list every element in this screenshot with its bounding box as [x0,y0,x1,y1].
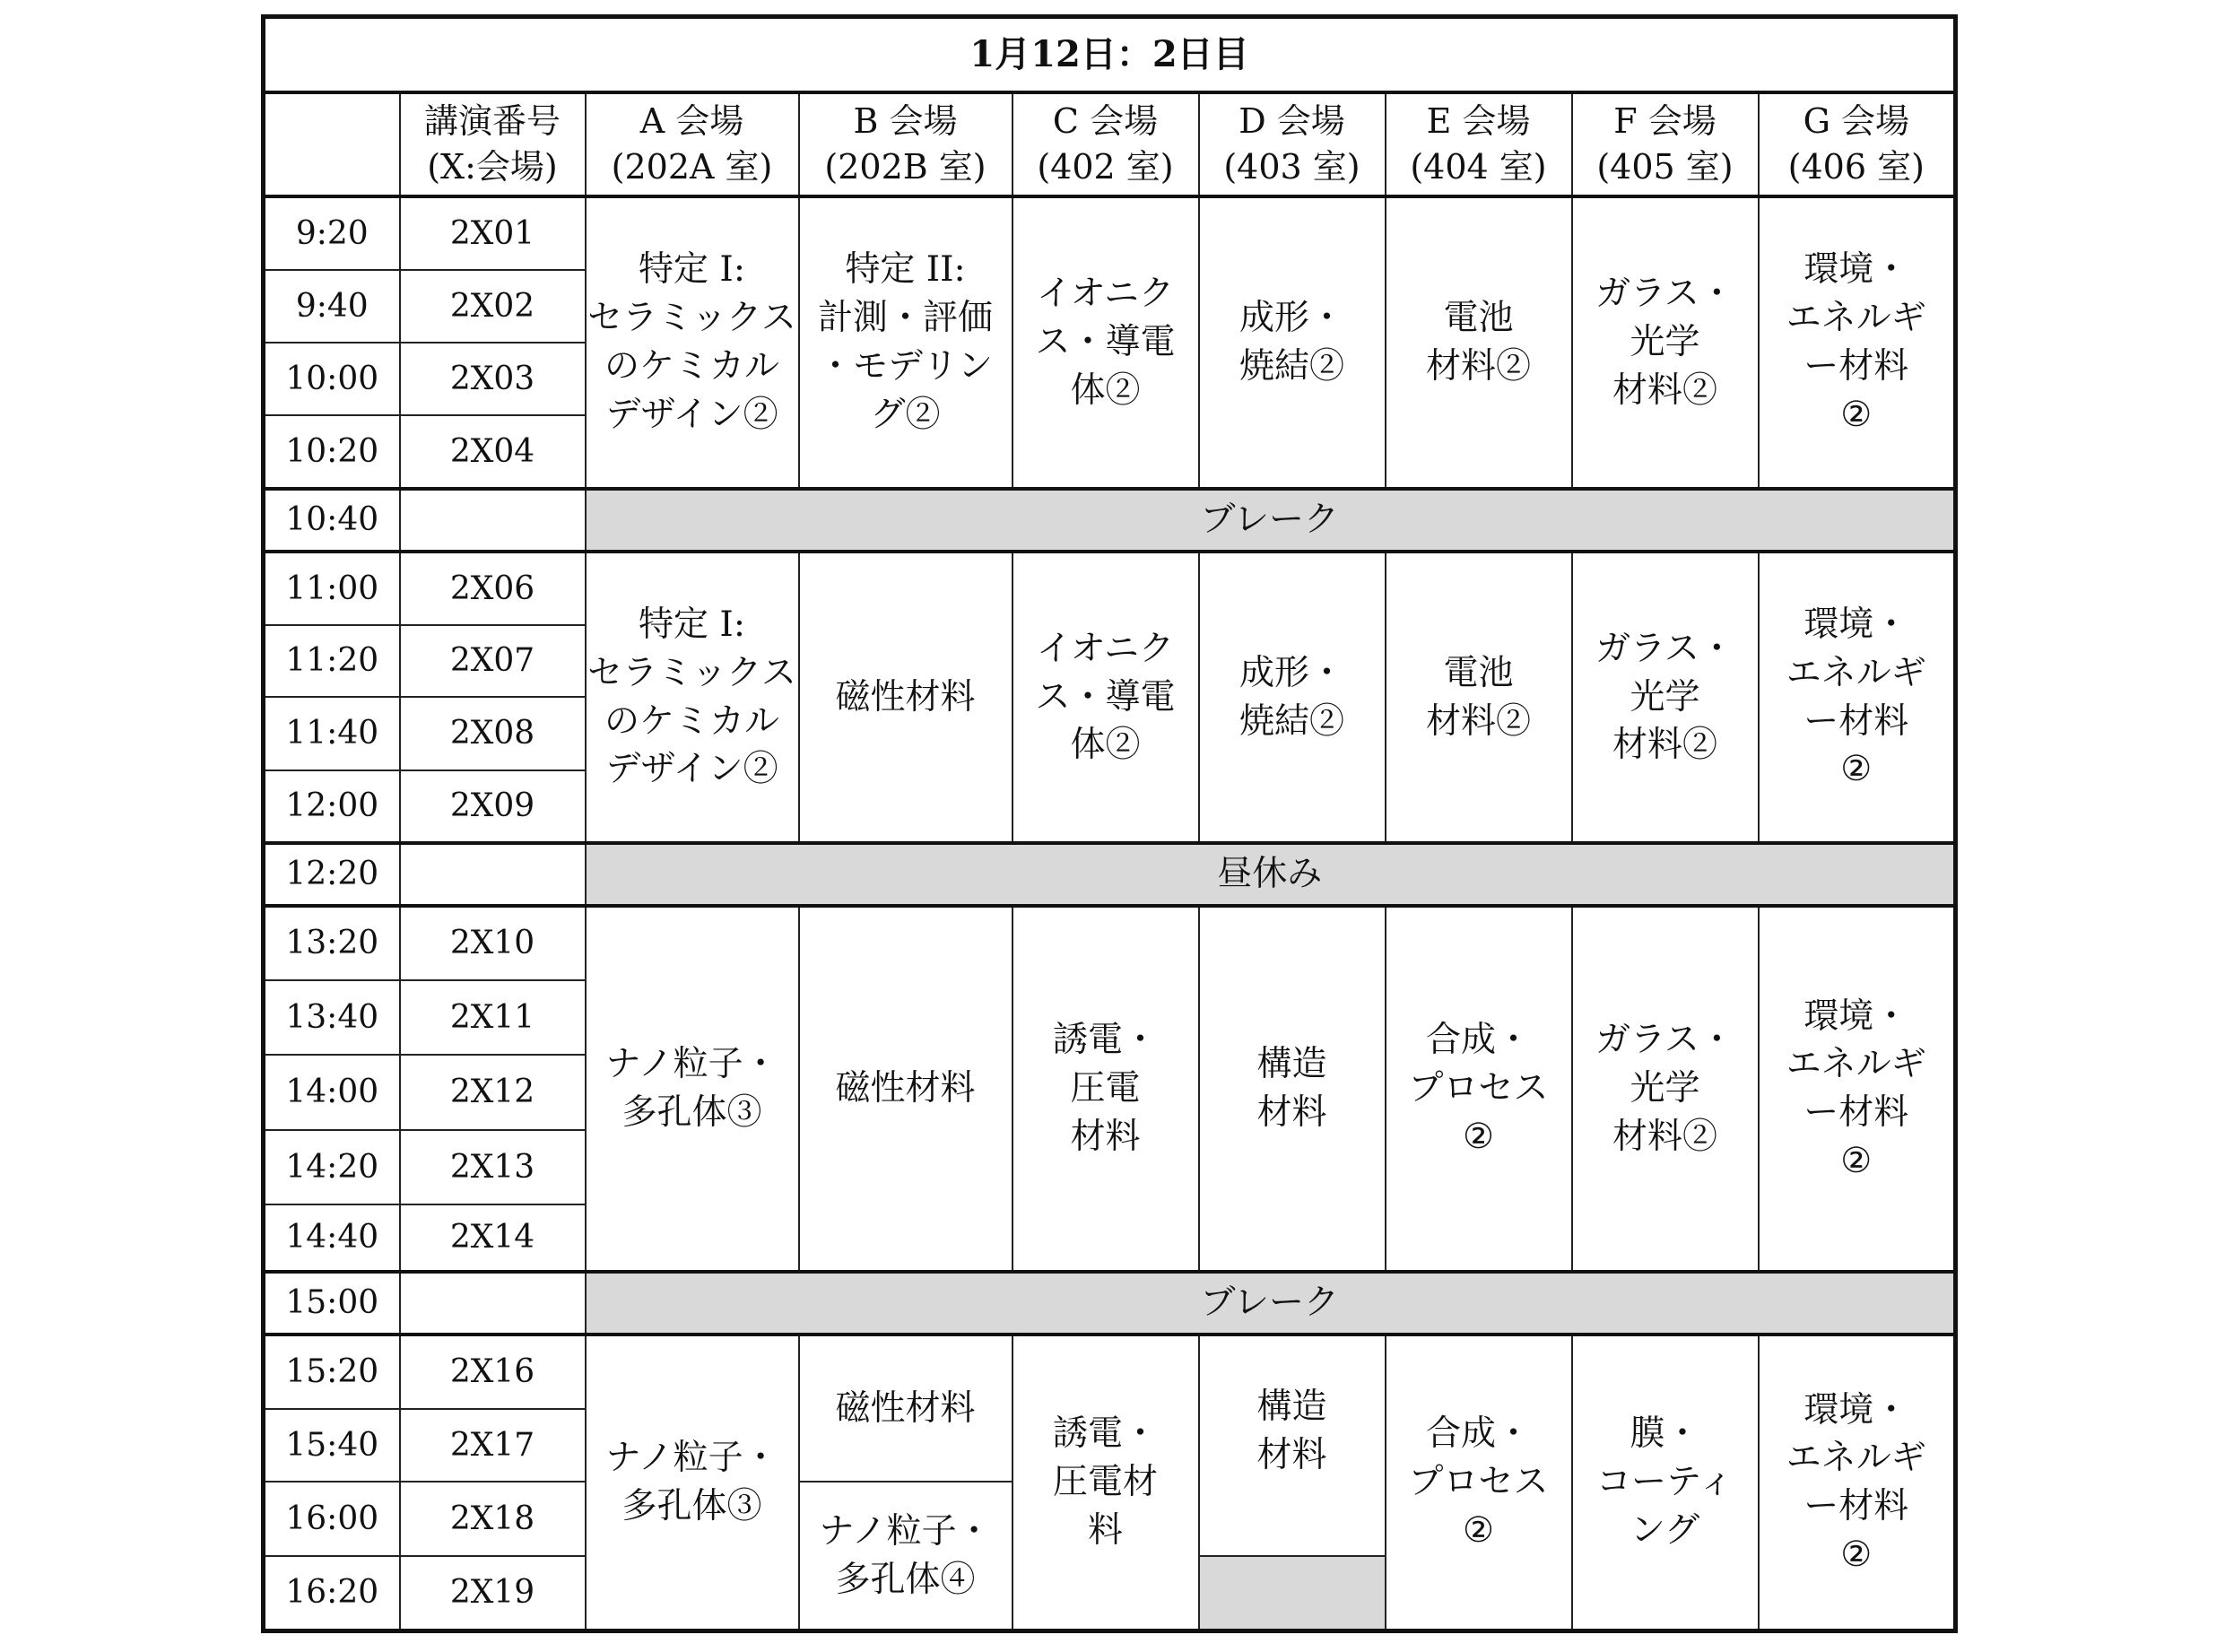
session-line: 環境・ [1803,604,1909,645]
session-line: 誘電・ [1052,1020,1158,1061]
room-header-e [1386,92,1572,196]
time-cell: 16:00 [264,1482,400,1556]
break-time-cell: 12:20 [264,843,400,906]
session-line: 特定 I: [639,249,745,291]
time-cell: 9:20 [264,196,400,271]
talk-code-cell: 2X09 [400,770,586,843]
session-f [1572,906,1759,1271]
session-b-top [799,1335,1013,1482]
session-line: (403 室) [1223,146,1360,187]
session-line: 計測・評価 [817,297,993,338]
break-code-blank [400,489,586,552]
session-line: G 会場 [1803,100,1909,141]
session-line: 環境・ [1803,1389,1909,1430]
session-line: 磁性材料 [835,1387,976,1429]
session-line: セラミックス [587,297,796,338]
session-line: (202A 室) [611,146,773,187]
talk-code-cell: 2X12 [400,1055,586,1130]
session-line: ー材料 [1803,345,1909,387]
session-a [586,906,799,1271]
break-label: 昼休み [586,843,1956,906]
session-line: のケミカル [604,345,779,387]
session-line: 環境・ [1803,996,1909,1037]
session-e [1386,196,1572,489]
session-g [1759,1335,1956,1630]
session-line: 材料② [1612,370,1717,411]
code-header-line: 講演番号 [423,100,561,141]
session-line: 材料② [1425,700,1531,742]
session-line: ・モデリン [817,345,993,387]
session-b-bottom [799,1482,1013,1630]
time-cell: 15:40 [264,1409,400,1482]
session-line: 電池 [1443,297,1514,338]
time-cell: 12:00 [264,770,400,843]
talk-code-cell: 2X10 [400,906,586,980]
session-d [1199,906,1386,1271]
session-line: デザイン② [605,394,778,435]
talk-code-cell: 2X19 [400,1556,586,1631]
session-c [1013,196,1199,489]
room-header-b [799,92,1013,196]
session-line: 体② [1070,725,1141,766]
time-cell: 14:40 [264,1204,400,1271]
session-line: 誘電・ [1052,1413,1158,1455]
session-line: エネルギ [1786,1044,1926,1085]
talk-code-cell: 2X14 [400,1204,586,1271]
session-line: B 会場 [853,100,958,141]
session-line: ② [1840,1534,1873,1575]
session-line: ガラス・ [1595,1020,1734,1061]
session-line: 焼結② [1239,700,1344,742]
session-line: 焼結② [1239,345,1344,387]
time-cell: 11:00 [264,552,400,624]
session-line: 磁性材料 [835,1068,976,1109]
talk-code-cell: 2X17 [400,1409,586,1482]
break-label: ブレーク [586,1272,1956,1335]
session-line: 光学 [1630,321,1700,362]
session-line: 圧電材 [1052,1462,1158,1503]
session-line: ング [1630,1510,1700,1552]
break-time-cell: 10:40 [264,489,400,552]
talk-code-cell: 2X06 [400,552,586,624]
break-time-cell: 15:00 [264,1272,400,1335]
session-line: 材料 [1070,1117,1141,1158]
session-line: (404 室) [1410,146,1547,187]
session-line: 材料 [1256,1092,1327,1134]
session-line: エネルギ [1786,652,1926,693]
talk-code-cell: 2X04 [400,415,586,488]
talk-code-cell: 2X18 [400,1482,586,1556]
session-c [1013,1335,1199,1630]
session-line: (402 室) [1037,146,1174,187]
session-line: 磁性材料 [835,676,976,717]
session-line: コーティ [1596,1462,1734,1503]
schedule-title: 1月12日：2日目 [264,17,1956,93]
session-line: ② [1463,1117,1494,1158]
session-line: のケミカル [604,700,779,742]
time-cell: 13:40 [264,980,400,1056]
session-line: ガラス・ [1595,273,1734,314]
session-line: (406 室) [1787,146,1925,187]
session-line: セラミックス [587,652,796,693]
time-cell: 14:00 [264,1055,400,1130]
session-line: (405 室) [1596,146,1734,187]
time-cell: 11:40 [264,697,400,769]
session-line: 合成・ [1425,1020,1531,1061]
session-line: ー材料 [1803,700,1909,742]
session-line: F 会場 [1613,100,1717,141]
session-line: 特定 I: [639,604,745,645]
session-line: ガラス・ [1595,628,1734,669]
session-a [586,1335,799,1630]
session-f [1572,196,1759,489]
session-line: デザイン② [605,749,778,790]
talk-code-cell: 2X16 [400,1335,586,1409]
schedule-table [261,14,1958,1633]
room-header-g [1759,92,1956,196]
session-line: プロセス [1408,1068,1549,1109]
session-g [1759,906,1956,1271]
session-line: 材料② [1612,725,1717,766]
session-line: エネルギ [1786,297,1926,338]
talk-code-cell: 2X11 [400,980,586,1056]
time-cell: 9:40 [264,270,400,342]
session-line: 構造 [1256,1387,1327,1428]
session-line: ー材料 [1803,1092,1909,1134]
session-b [799,196,1013,489]
session-line: 光学 [1630,1068,1700,1109]
session-line: (202B 室) [824,146,986,187]
session-line: 光学 [1630,676,1700,717]
code-column-header [400,92,586,196]
session-line: 電池 [1443,652,1514,693]
session-line: 材料② [1425,345,1531,387]
code-header-line: (X:会場) [427,146,558,187]
session-line: 環境・ [1803,249,1909,291]
time-cell: 16:20 [264,1556,400,1631]
session-f [1572,1335,1759,1630]
room-header-c [1013,92,1199,196]
session-line: ス・導電 [1035,321,1176,362]
session-line: イオニク [1036,273,1175,314]
talk-code-cell: 2X03 [400,343,586,415]
session-c [1013,906,1199,1271]
session-line: 多孔体③ [621,1092,762,1134]
session-g [1759,552,1956,843]
session-line: E 会場 [1426,100,1531,141]
session-a [586,196,799,489]
session-line: 多孔体④ [835,1559,976,1600]
session-line: ナノ粒子・ [605,1438,778,1479]
room-header-f [1572,92,1759,196]
session-line: 圧電 [1070,1068,1141,1109]
session-d [1199,1335,1386,1555]
session-line: C 会場 [1052,100,1159,141]
talk-code-cell: 2X13 [400,1130,586,1205]
session-b [799,552,1013,843]
session-line: 成形・ [1239,297,1344,338]
session-line: 材料 [1256,1435,1327,1476]
break-code-blank [400,1272,586,1335]
session-line: D 会場 [1239,100,1345,141]
session-e [1386,552,1572,843]
session-line: イオニク [1036,628,1175,669]
session-line: ー材料 [1803,1486,1909,1527]
time-cell: 10:00 [264,343,400,415]
break-label: ブレーク [586,489,1956,552]
session-c [1013,552,1199,843]
session-line: 構造 [1256,1044,1327,1085]
session-line: 料 [1087,1510,1123,1552]
session-line: 成形・ [1239,652,1344,693]
talk-code-cell: 2X02 [400,270,586,342]
time-cell: 10:20 [264,415,400,488]
session-line: エネルギ [1786,1438,1926,1479]
session-f [1572,552,1759,843]
empty-slot-d [1199,1556,1386,1631]
session-e [1386,906,1572,1271]
session-line: 体② [1070,370,1141,411]
session-b [799,906,1013,1271]
time-cell: 14:20 [264,1130,400,1205]
session-line: ② [1840,394,1873,435]
session-d [1199,196,1386,489]
room-header-d [1199,92,1386,196]
session-g [1759,196,1956,489]
session-d [1199,552,1386,843]
session-line: ス・導電 [1035,676,1176,717]
talk-code-cell: 2X07 [400,625,586,697]
session-line: 特定 II: [845,249,966,291]
session-line: グ② [870,394,941,435]
time-cell: 13:20 [264,906,400,980]
session-line: ナノ粒子・ [605,1044,778,1085]
session-line: 合成・ [1425,1413,1531,1455]
session-line: ② [1840,749,1873,790]
session-line: ナノ粒子・ [819,1510,992,1552]
session-line: ② [1840,1140,1873,1181]
session-line: 材料② [1612,1117,1717,1158]
session-line: 膜・ [1630,1413,1700,1455]
session-a [586,552,799,843]
session-line: プロセス [1408,1462,1549,1503]
session-line: 多孔体③ [621,1486,762,1527]
session-e [1386,1335,1572,1630]
time-cell: 15:20 [264,1335,400,1409]
talk-code-cell: 2X01 [400,196,586,271]
time-cell: 11:20 [264,625,400,697]
room-header-a [586,92,799,196]
session-line: ② [1463,1510,1494,1552]
talk-code-cell: 2X08 [400,697,586,769]
session-line: A 会場 [639,100,744,141]
break-code-blank [400,843,586,906]
time-header-blank [264,92,400,196]
